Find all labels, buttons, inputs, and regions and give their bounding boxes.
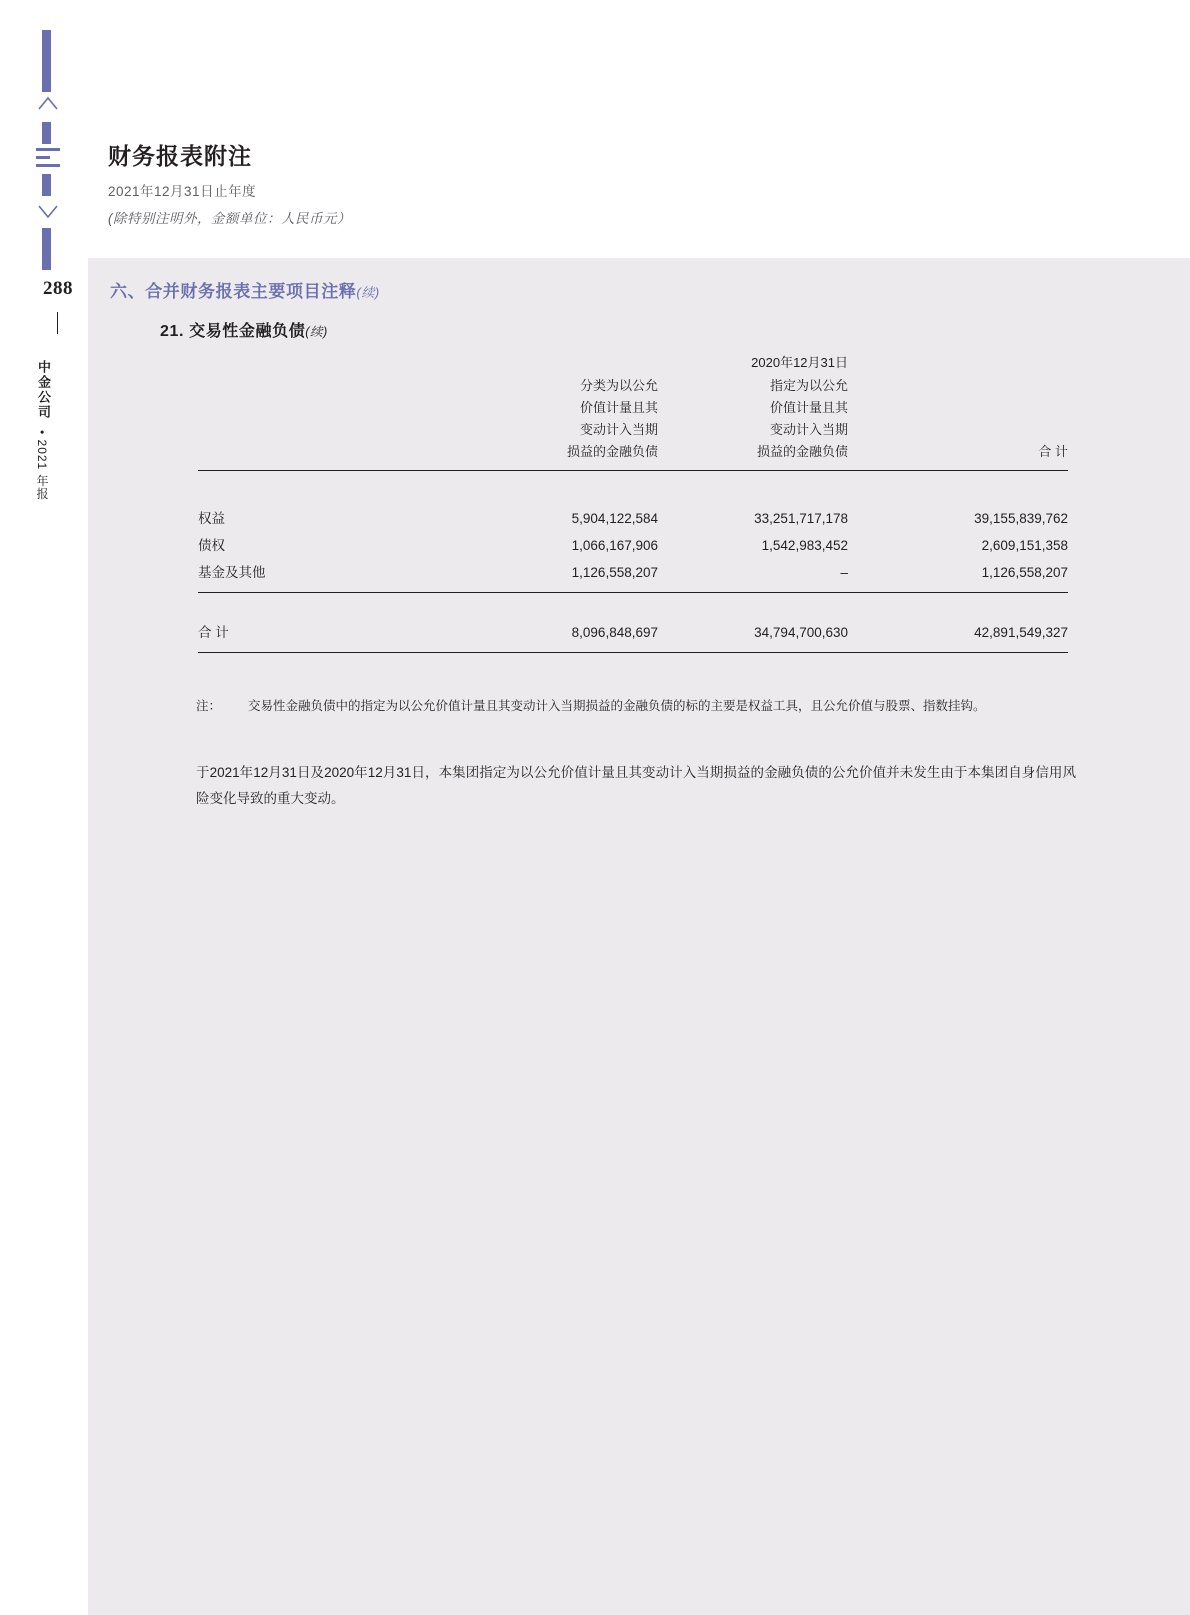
row-label: 基金及其他 [198,559,468,593]
page-number-rule [57,312,58,334]
table-header-blank [468,352,658,375]
table-row [198,532,1068,559]
note-heading-text: 交易性金融负债 [189,323,306,340]
table-header-col1-line3: 变动计入当期 [579,422,658,437]
total-label: 合 计 [198,619,468,653]
table-header-row [198,397,1068,419]
table-header-col1-line1: 分类为以公允 [579,378,658,393]
note-number: 21. [160,323,185,340]
table-header-row [198,375,1068,397]
note-heading-continued: (续) [305,325,328,339]
body-paragraph: 于2021年12月31日及2020年12月31日，本集团指定为以公允价值计量且其变动计入当期损益的金融负债的公允价值并未发生由于本集团自身信用风险变化导致的重大变动。 [196,765,1076,806]
page-subtitle: 2021年12月31日止年度 [108,184,257,199]
spine-vertical-text [34,360,74,660]
table-header-col2-line3: 变动计入当期 [769,422,848,437]
note-heading [160,318,328,341]
table-header-year: 2020年12月31日 [751,355,848,370]
page-title: 财务报表附注 [108,143,252,169]
chevron-down-icon [38,205,58,219]
page-header [108,138,808,227]
spine-bar-decoration [42,174,51,196]
page-currency-note: (除特别注明外，金额单位：人民币元） [108,211,351,226]
total-value-total: 42,891,549,327 [848,619,1068,653]
company-name-vertical: 中金公司 [36,360,51,420]
row-value-col1: 1,126,558,207 [468,559,658,593]
table-header-row [198,419,1068,441]
spine-bar-decoration [42,122,51,144]
table-header-total: 合 计 [848,441,1068,471]
section-heading-continued: (续) [356,285,380,300]
chevron-up-icon [38,96,58,110]
row-value-total: 1,126,558,207 [848,559,1068,593]
table-header-blank [848,352,1068,375]
spine-bar-decoration [42,228,51,270]
table-header-col1-line4: 损益的金融负债 [468,441,658,471]
footnote-text: 交易性金融负债中的指定为以公允价值计量且其变动计入当期损益的金融负债的标的主要是权益工具，且公允价值与股票、指数挂钩。 [248,699,986,713]
row-value-col1: 5,904,122,584 [571,511,658,526]
table-header-col1-line2: 价值计量且其 [579,400,658,415]
total-value-col2: 34,794,700,630 [658,619,848,653]
table-header-col2-line2: 价值计量且其 [769,400,848,415]
footnote-label: 注： [196,699,222,713]
table-total-row [198,619,1068,653]
table-header-col2-line4: 损益的金融负债 [658,441,848,471]
table-spacer [198,471,1068,506]
table-header-col2-line1: 指定为以公允 [769,378,848,393]
row-value-col2: 33,251,717,178 [754,511,848,526]
table-spacer [198,593,1068,620]
page-spine [0,0,88,1615]
table-footnote [196,695,1076,717]
row-label: 债权 [198,538,225,553]
menu-lines-icon [36,148,60,172]
report-year-vertical: • 2021 年报 [35,430,49,501]
table-row [198,559,1068,593]
page-content [88,0,1190,1615]
row-value-col2: – [658,559,848,593]
table-header-year-row [198,352,1068,375]
table-header-row [198,441,1068,471]
row-value-col1: 1,066,167,906 [571,538,658,553]
total-value-col1: 8,096,848,697 [468,619,658,653]
section-heading [110,277,380,302]
page-number: 288 [43,278,73,299]
table-row [198,505,1068,532]
financial-table [198,352,1068,653]
row-value-total: 39,155,839,762 [974,511,1068,526]
row-value-total: 2,609,151,358 [981,538,1068,553]
row-label: 权益 [198,511,225,526]
row-value-col2: 1,542,983,452 [761,538,848,553]
section-heading-text: 六、合并财务报表主要项目注释 [110,282,357,301]
table-header-blank [198,352,468,375]
spine-bar-decoration [42,30,51,92]
